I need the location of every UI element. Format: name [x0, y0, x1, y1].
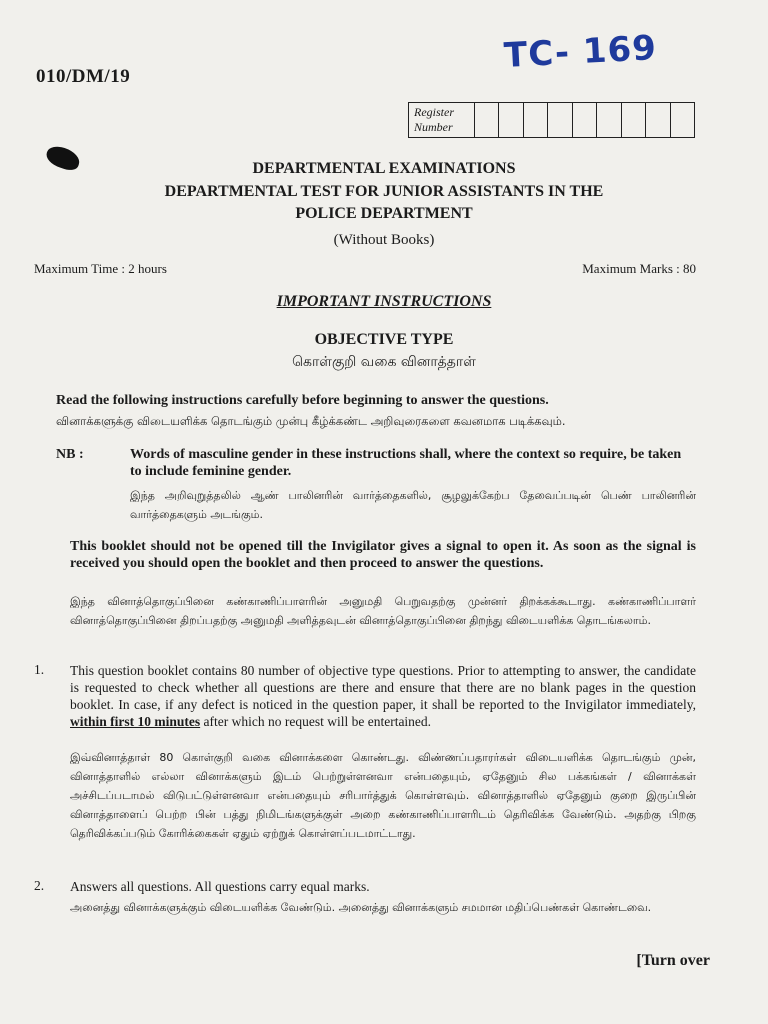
item-1-text-before: This question booklet contains 80 number of objective type questions. Prior to attempting to answer, the candidate is requested to check whether all questions are there and ensure that there are no blank pages in the question booklet. In case, if any defect is noticed in the question paper, it shall be reported to the Invigilator immediately, — [70, 663, 696, 712]
register-label-line1: Register — [414, 105, 454, 119]
register-digit-cell — [524, 103, 548, 137]
header-line3: POLICE DEPARTMENT — [295, 205, 473, 222]
register-digit-cell — [646, 103, 670, 137]
item-1-emphasis: within first 10 minutes — [70, 714, 201, 729]
without-books: (Without Books) — [333, 232, 435, 248]
register-cells — [475, 103, 694, 137]
register-digit-cell — [573, 103, 597, 137]
handwritten-note: TC- 169 — [503, 28, 658, 76]
paper-code: 010/DM/19 — [36, 66, 131, 87]
item-1-text — [70, 662, 696, 730]
register-digit-cell — [671, 103, 694, 137]
register-label-line2: Number — [414, 120, 453, 134]
register-digit-cell — [499, 103, 523, 137]
important-instructions-heading: IMPORTANT INSTRUCTIONS — [276, 293, 492, 310]
maximum-marks: Maximum Marks : 80 — [582, 261, 696, 276]
nb-label: NB : — [56, 447, 84, 462]
item-2-text: Answers all questions. All questions carry equal marks. — [70, 879, 370, 894]
header-line2: DEPARTMENTAL TEST FOR JUNIOR ASSISTANTS IN THE — [164, 183, 604, 200]
item-1-tamil: இவ்வினாத்தாள் 80 கொள்குறி வகை வினாக்களை கொண்டது. விண்ணப்பதாரர்கள் விடையளிக்க தொடங்கும் முன், வினாத்தாளில் எல்லா வினாக்களும் இடம் பெற்றுள்ளனவா என்பதையும், ஏதேனும் சில பக்கங்கள் / வினாக்கள் அச்சிடப்படாமல் விடுபட்டுள்ளனவா என்பதையும் சரிபார்த்துக் கொள்ளவும். வினாத்தாளில் ஏதேனும் குறை இருப்பின் வினாத்தாளைப் பெற்ற பின் பத்து நிமிடங்களுக்குள் அறை கண்காணிப்பாளரிடம் தெரிவிக்க வேண்டும். அதற்கு பிறகு தெரிவிக்கப்படும் கோரிக்கைகள் ஏதும் ஏற்றுக் கொள்ளப்படமாட்டாது. — [70, 751, 696, 840]
read-instructions-tamil: வினாக்களுக்கு விடையளிக்க தொடங்கும் முன்பு கீழ்க்கண்ட அறிவுரைகளை கவனமாக படிக்கவும். — [56, 414, 566, 428]
booklet-notice: This booklet should not be opened till the Invigilator gives a signal to open it. As soon as the signal is received you should open the booklet and then proceed to answer the questions. — [70, 539, 696, 571]
item-number: 2. — [34, 878, 45, 893]
register-digit-cell — [622, 103, 646, 137]
register-digit-cell — [475, 103, 499, 137]
item-2-tamil: அனைத்து வினாக்களுக்கும் விடையளிக்க வேண்டும். அனைத்து வினாக்களும் சமமான மதிப்பெண்கள் கொண்டவை. — [70, 901, 652, 914]
read-instructions: Read the following instructions carefully before beginning to answer the questions. — [56, 393, 549, 408]
item-1-text-after: after which no request will be entertained. — [200, 714, 432, 729]
item-number: 1. — [34, 662, 45, 677]
header-line1: DEPARTMENTAL EXAMINATIONS — [252, 160, 516, 177]
booklet-notice-tamil: இந்த வினாத்தொகுப்பினை கண்காணிப்பாளரின் அனுமதி பெறுவதற்கு முன்னர் திறக்கக்கூடாது. கண்காணிப்பாளர் வினாத்தொகுப்பினை திறப்பதற்கு அனுமதி அளித்தவுடன் வினாத்தொகுப்பினை திறந்து விடையளிக்க தொடங்கலாம். — [70, 595, 696, 627]
turn-over: [Turn over — [636, 952, 710, 969]
register-number-label — [409, 103, 475, 137]
maximum-time: Maximum Time : 2 hours — [34, 261, 167, 276]
nb-text: Words of masculine gender in these instructions shall, where the context so require, be taken to include feminine gender. — [130, 447, 682, 479]
objective-type-heading: OBJECTIVE TYPE — [314, 331, 454, 348]
register-number-box — [408, 102, 695, 138]
objective-type-tamil: கொள்குறி வகை வினாத்தாள் — [292, 354, 476, 370]
nb-tamil: இந்த அறிவுறுத்தலில் ஆண் பாலினரின் வார்த்தைகளில், சூழலுக்கேற்ப தேவைப்படின் பெண் பாலினரின் வார்த்தைகளும் அடங்கும். — [130, 489, 696, 521]
register-digit-cell — [548, 103, 572, 137]
register-digit-cell — [597, 103, 621, 137]
